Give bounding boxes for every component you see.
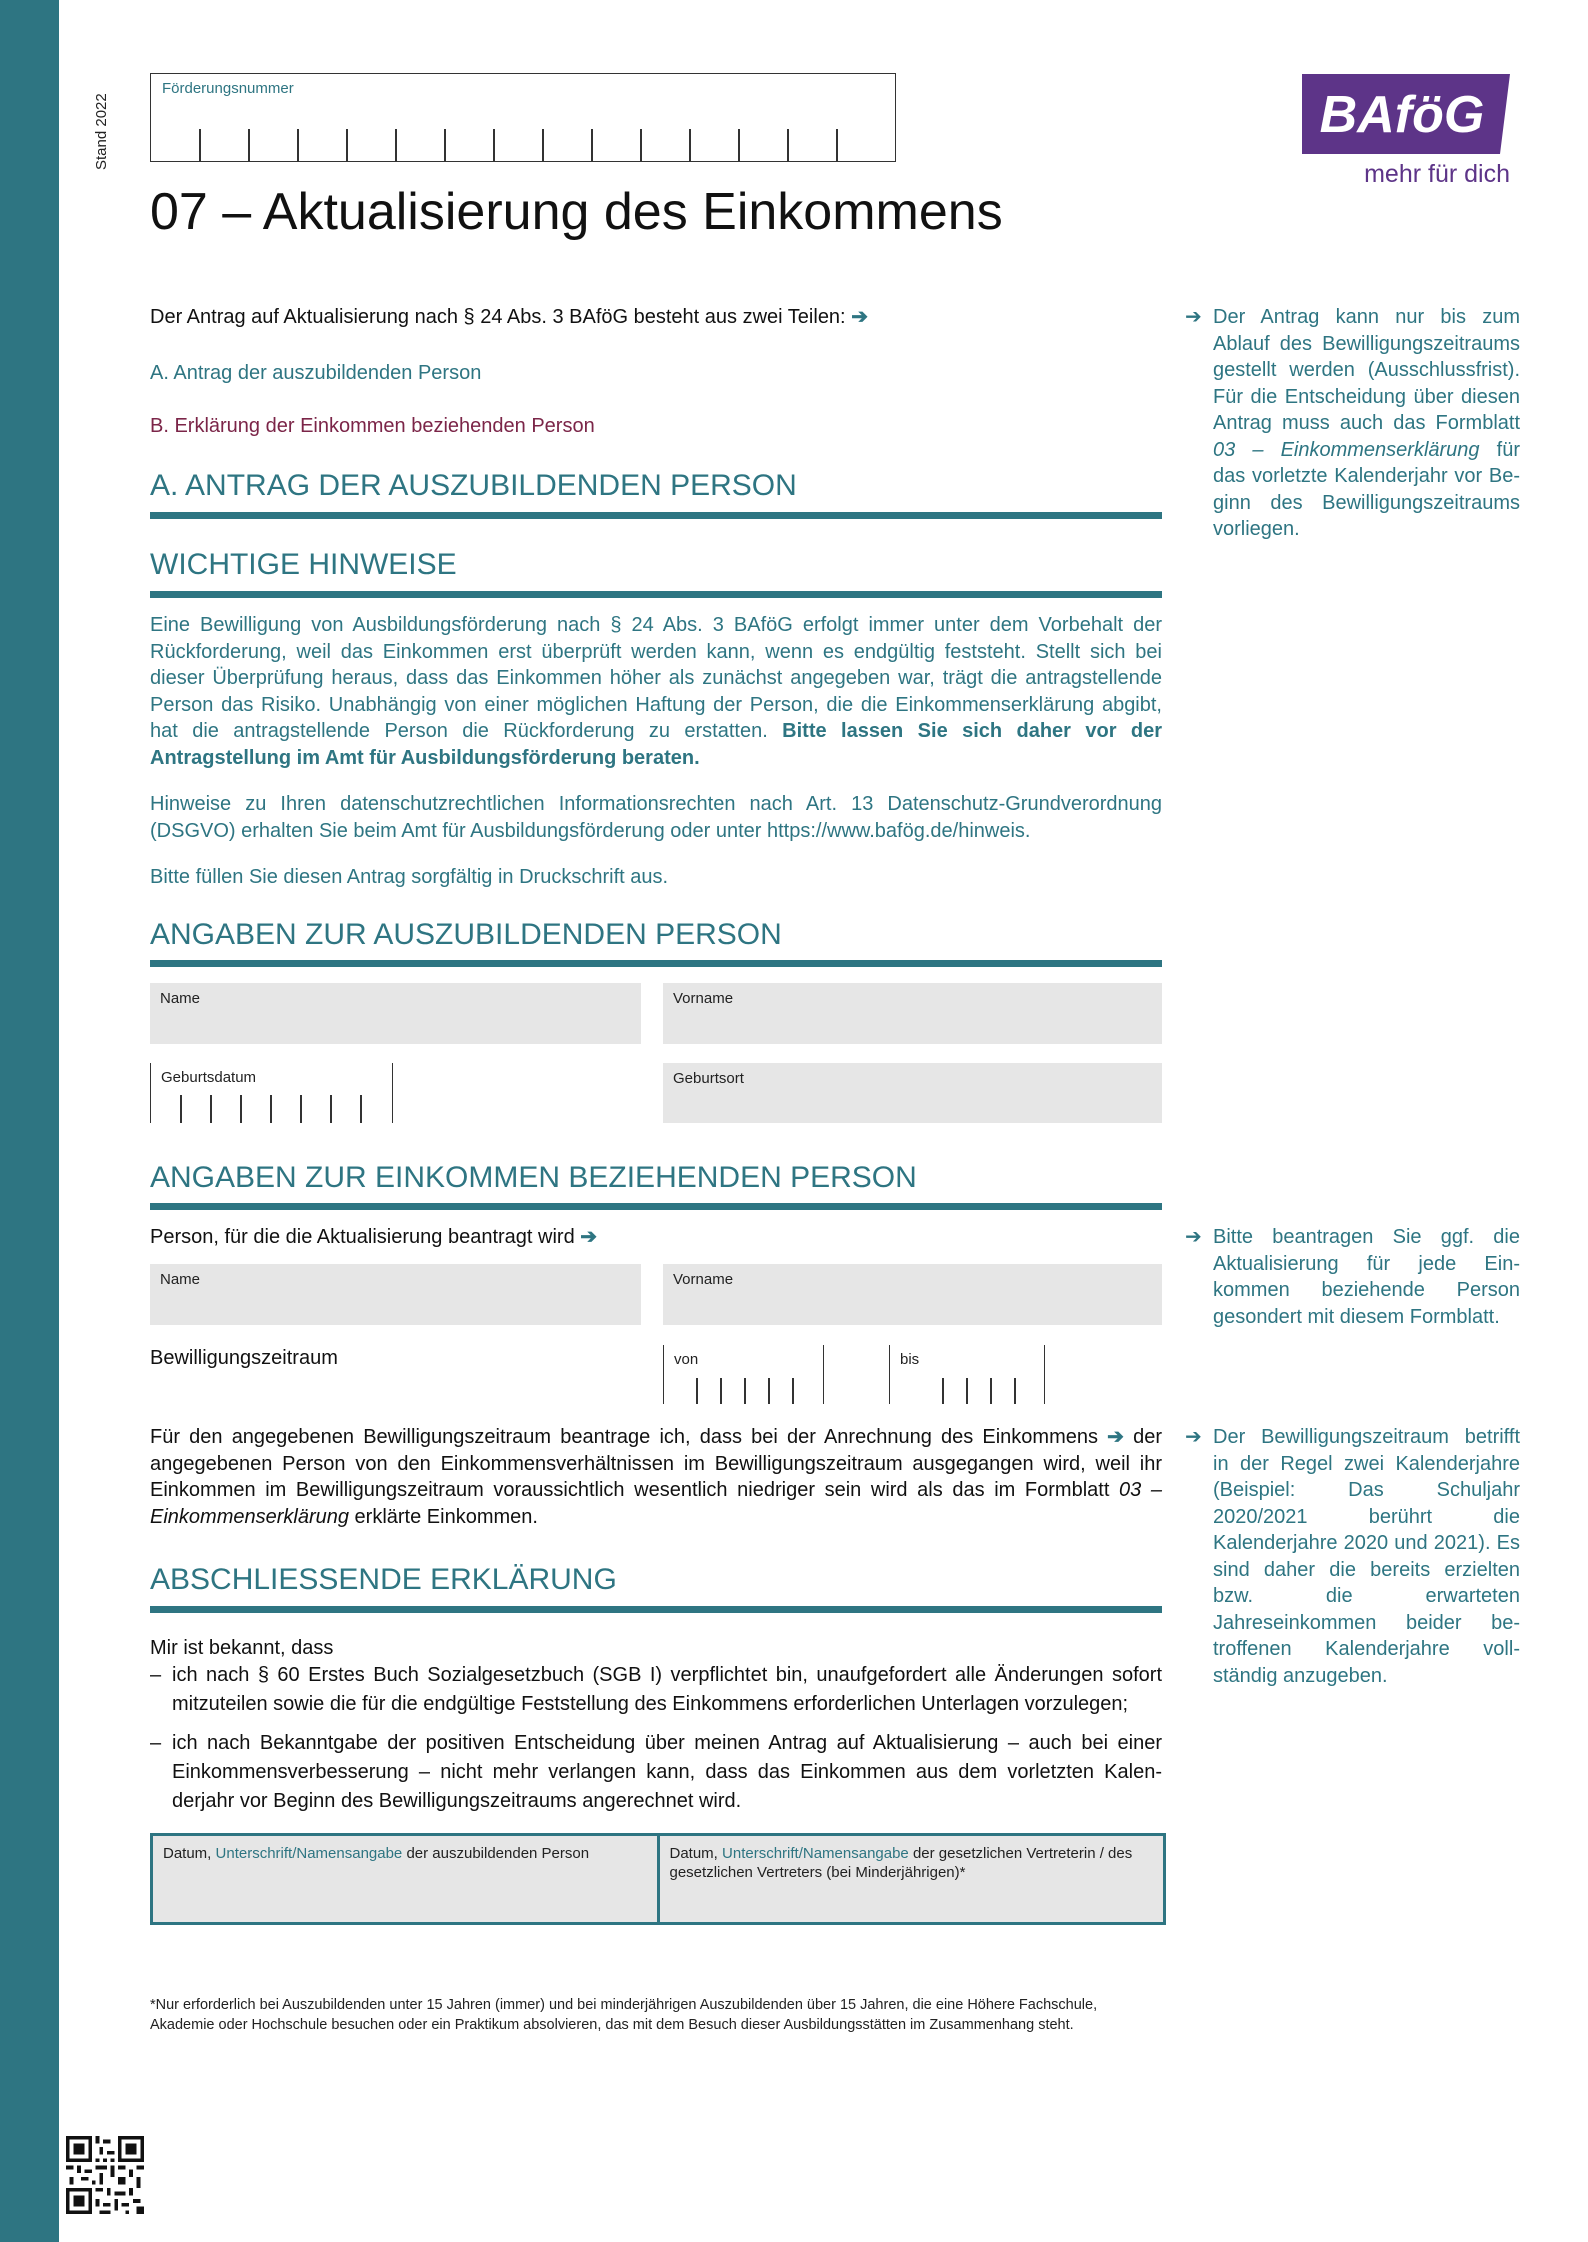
signature-field-vertreter[interactable]: Datum, Unterschrift/Namensangabe der gesetzlichen Vertreterin / des gesetzlichen Vertreters (bei Minderjährigen)* bbox=[657, 1836, 1164, 1922]
heading-antrag: A. ANTRAG DER AUSZUBILDENDEN PERSON bbox=[150, 469, 797, 502]
qr-code-icon bbox=[66, 2136, 144, 2214]
foerderungsnummer-label: Förderungsnummer bbox=[162, 80, 294, 97]
logo-subtitle: mehr für dich bbox=[1364, 160, 1510, 188]
signature-field-azubi[interactable]: Datum, Unterschrift/Namensangabe der auszubildenden Person bbox=[163, 1845, 590, 1862]
einkommen-vorname-field[interactable]: Vorname bbox=[663, 1264, 1162, 1325]
side-note-bewilligungszeitraum: ➔ Der Bewilligungszeitraum betrifft in der Regel zwei Kalenderjahre (Beispiel: Das Schuljahr 2020/2021 berührt die Kalenderjahre 2020 und 2021). Es sind daher die bereits erzielten bzw. die erwarteten Jahreseinkommen beider betroffenen Kalenderjahre vollständig anzugeben. bbox=[1185, 1426, 1520, 1687]
footnote: *Nur erforderlich bei Auszubildenden unter 15 Jahren (immer) und bei minderjährigen Auszubildenden über 15 Jahren, die eine Höhere Fachschule, Akademie oder Hochschule besuchen oder ein Praktikum absolvieren, das mit dem Besuch dieser Ausbildungsstätten im Zusammenhang steht. bbox=[150, 1997, 1098, 2033]
arrow-right-icon: ➔ bbox=[1185, 1226, 1202, 1248]
side-note-gesondert: ➔ Bitte beantragen Sie ggf. die Aktualisierung für jede Einkommen beziehende Person gesondert mit diesem Formblatt. bbox=[1185, 1226, 1520, 1328]
rule bbox=[150, 1203, 1162, 1210]
bis-field[interactable]: bis bbox=[889, 1345, 1045, 1404]
datenschutz-text: Hinweise zu Ihren datenschutzrechtlichen Informationsrechten nach Art. 13 Datenschutz-Grundverordnung (DSGVO) erhalten Sie beim Amt für Ausbildungsförderung oder unter https://www.bafög.de/hinweis. bbox=[150, 793, 1162, 842]
stand-label: Stand 2022 bbox=[93, 93, 110, 170]
svg-text:BAföG: BAföG bbox=[1319, 86, 1485, 144]
rule bbox=[150, 512, 1162, 519]
page-title: 07 – Aktualisierung des Einkommens bbox=[150, 183, 1003, 241]
von-field[interactable]: von bbox=[663, 1345, 824, 1404]
person-line: Person, für die die Aktualisierung beantragt wird ➔ bbox=[150, 1224, 597, 1251]
azubi-geburtsdatum-field[interactable]: Geburtsdatum bbox=[150, 1063, 393, 1123]
list-item: – ich nach § 60 Erstes Buch Sozialgesetzbuch (SGB I) verpflichtet bin, unaufgefordert alle Änderungen sofort mitzuteilen sowie die für die endgültige Feststellung des Einkommens erforderlichen Unterlagen vorzulegen; bbox=[150, 1664, 1162, 1715]
bekannt-text: Mir ist bekannt, dass bbox=[150, 1637, 334, 1659]
rule bbox=[150, 591, 1162, 598]
heading-einkommen: ANGABEN ZUR EINKOMMEN BEZIEHENDEN PERSON bbox=[150, 1161, 917, 1194]
einkommen-name-field[interactable]: Name bbox=[150, 1264, 641, 1325]
list-item: – ich nach Bekanntgabe der positiven Entscheidung über meinen Antrag auf Aktualisierung – auch bei einer Einkommensverbesserung – nicht mehr verlangen kann, dass das Einkommen aus dem vorletzten Kalenderjahr vor Beginn des Bewilligungszeitraums angerechnet wird. bbox=[150, 1732, 1162, 1812]
arrow-right-icon: ➔ bbox=[851, 306, 868, 328]
rule bbox=[150, 960, 1162, 967]
bafoeg-logo bbox=[1302, 74, 1510, 154]
part-a-label: A. Antrag der auszubildenden Person bbox=[150, 362, 482, 384]
part-b-label: B. Erklärung der Einkommen beziehenden Person bbox=[150, 415, 595, 437]
signature-box bbox=[150, 1833, 1166, 1925]
arrow-right-icon: ➔ bbox=[1185, 1426, 1202, 1448]
antrag-text: Für den angegebenen Bewilligungszeitraum beantrage ich, dass bei der Anrechnung des Einkommens ➔ der angegebenen Person von den Einkommensverhältnissen im Bewilligungszeitraum ausgegangen wird, weil ihr Einkommen im Bewilligungszeitraum voraussichtlich wesentlich niedriger sein wird als das im Formblatt 03 – Einkommenserklärung erklärte Einkommen. bbox=[150, 1426, 1163, 1528]
azubi-geburtsort-field[interactable]: Geburtsort bbox=[663, 1063, 1162, 1123]
druckschrift-text: Bitte füllen Sie diesen Antrag sorgfältig in Druckschrift aus. bbox=[150, 866, 669, 888]
azubi-vorname-field[interactable]: Vorname bbox=[663, 983, 1162, 1044]
arrow-right-icon: ➔ bbox=[580, 1226, 598, 1248]
foerderungsnummer-field[interactable] bbox=[150, 73, 896, 162]
arrow-right-icon: ➔ bbox=[1185, 306, 1202, 328]
side-note-ausschlussfrist: ➔ Der Antrag kann nur bis zum Ablauf des Bewilligungszeitraums gestellt werden (Ausschlussfrist). Für die Entscheidung über diesen Antrag muss auch das Formblatt 03 – Einkommenserklärung für das vorletzte Kalenderjahr vor Beginn des Bewilligungszeitraums vorliegen. bbox=[1185, 306, 1520, 540]
bewilligung-label: Bewilligungszeitraum bbox=[150, 1347, 338, 1369]
heading-hinweise: WICHTIGE HINWEISE bbox=[150, 548, 457, 581]
heading-azubi: ANGABEN ZUR AUSZUBILDENDEN PERSON bbox=[150, 918, 782, 951]
left-color-bar bbox=[0, 0, 59, 2242]
heading-erklaerung: ABSCHLIESSENDE ERKLÄRUNG bbox=[150, 1563, 617, 1596]
intro-text: Der Antrag auf Aktualisierung nach § 24 Abs. 3 BAföG besteht aus zwei Teilen: ➔ bbox=[150, 304, 868, 331]
rule bbox=[150, 1606, 1162, 1613]
arrow-right-icon: ➔ bbox=[1107, 1426, 1124, 1448]
hinweise-text: Eine Bewilligung von Ausbildungsförderung nach § 24 Abs. 3 BAföG erfolgt immer unter dem Vorbehalt der Rückforderung, weil das Einkommen erst überprüft werden kann, wenn es endgültig feststeht. Stellt sich bei dieser Überprüfung heraus, dass das Einkommen höher als zunächst angegeben war, trägt die antragstellende Person das Risiko. Unabhängig von einer möglichen Haftung der Person, die die Einkommenserklärung abgibt, hat die antragstellende Person die Rückforderung zu erstatten. Bitte lassen Sie sich daher vor der Antragstellung im Amt für Ausbildungsförderung beraten. bbox=[150, 614, 1162, 769]
azubi-name-field[interactable]: Name bbox=[150, 983, 641, 1044]
